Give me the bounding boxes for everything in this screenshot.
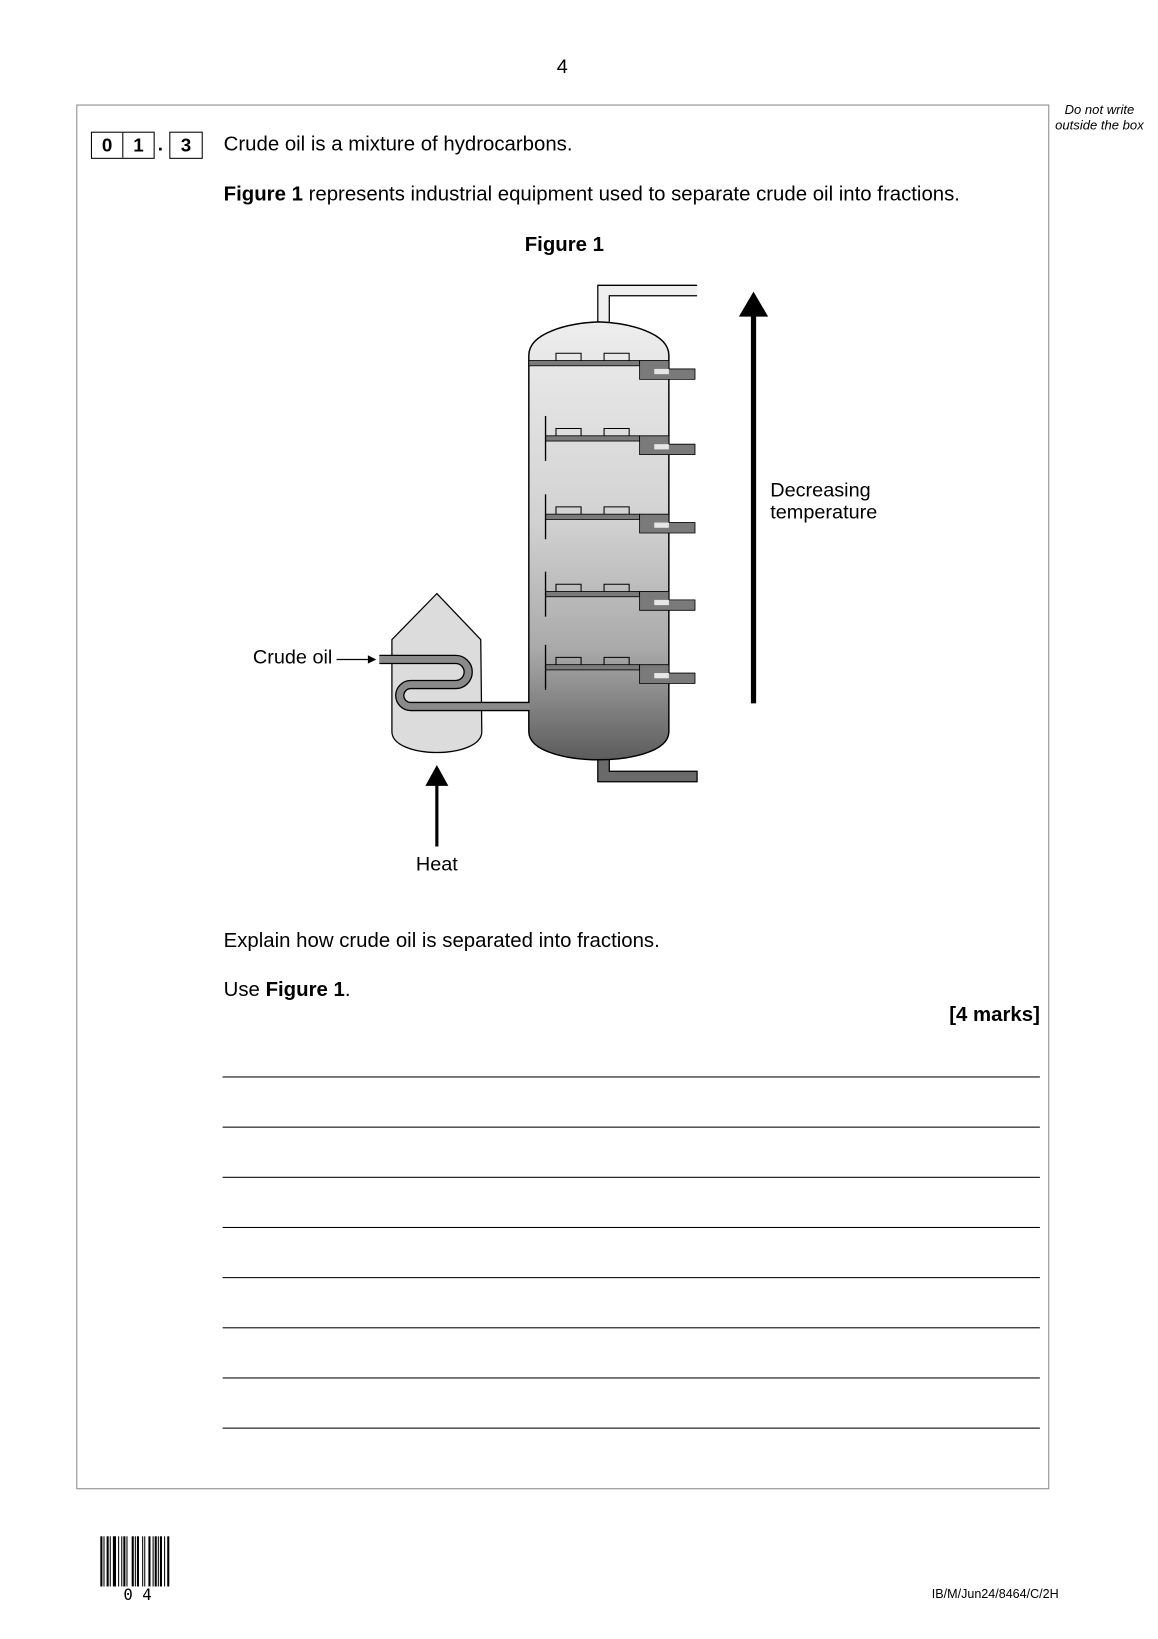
answer-line[interactable] bbox=[223, 1428, 1040, 1429]
use-figure-instruction bbox=[224, 978, 351, 1002]
barcode-bar bbox=[154, 1536, 156, 1586]
use-bold: Figure 1 bbox=[265, 978, 345, 1002]
figure-ref-bold: Figure 1 bbox=[223, 182, 303, 206]
barcode-bar bbox=[110, 1536, 111, 1586]
barcode bbox=[100, 1536, 202, 1586]
fractional-distillation-diagram bbox=[334, 272, 773, 899]
barcode-bar bbox=[142, 1536, 143, 1586]
fractionating-column bbox=[529, 322, 669, 760]
answer-line[interactable] bbox=[223, 1327, 1040, 1328]
question-number-box bbox=[91, 132, 155, 159]
decreasing-label: Decreasing bbox=[770, 479, 871, 502]
temperature-label: temperature bbox=[770, 501, 878, 524]
barcode-bar bbox=[167, 1536, 169, 1586]
use-prefix: Use bbox=[223, 978, 266, 1002]
question-separator: . bbox=[157, 133, 164, 155]
heat-label: Heat bbox=[415, 853, 458, 876]
barcode-bar bbox=[160, 1536, 162, 1586]
barcode-bar bbox=[121, 1536, 122, 1586]
barcode-bar bbox=[104, 1536, 105, 1586]
page-number: 4 bbox=[556, 56, 568, 79]
temperature-arrow-icon bbox=[739, 292, 768, 704]
barcode-bar bbox=[123, 1536, 125, 1586]
figure-ref-text: represents industrial equipment used to separate crude oil into fractions. bbox=[302, 182, 960, 206]
barcode-bar bbox=[131, 1536, 133, 1586]
marks-label: [4 marks] bbox=[949, 1003, 1040, 1027]
question-prompt: Explain how crude oil is separated into fractions. bbox=[223, 929, 660, 953]
question-intro: Crude oil is a mixture of hydrocarbons. bbox=[223, 132, 573, 156]
answer-line[interactable] bbox=[223, 1076, 1040, 1077]
barcode-bar bbox=[127, 1536, 128, 1586]
answer-line[interactable] bbox=[223, 1227, 1040, 1228]
barcode-bar bbox=[144, 1536, 145, 1586]
barcode-bar bbox=[113, 1536, 116, 1586]
question-digit: 0 bbox=[101, 134, 113, 156]
barcode-bar bbox=[137, 1536, 139, 1586]
barcode-bar bbox=[106, 1536, 108, 1586]
barcode-bar bbox=[164, 1536, 165, 1586]
barcode-bar bbox=[149, 1536, 151, 1586]
barcode-digits: 0 4 bbox=[123, 1585, 152, 1605]
crude-oil-label: Crude oil bbox=[252, 646, 333, 669]
question-digit: 1 bbox=[122, 133, 153, 158]
use-suffix: . bbox=[344, 978, 351, 1002]
crude-oil-arrow-icon bbox=[337, 655, 377, 663]
top-vapour-pipe bbox=[598, 285, 697, 324]
figure-reference bbox=[224, 183, 960, 207]
answer-line[interactable] bbox=[223, 1277, 1040, 1278]
question-part-box: 3 bbox=[169, 132, 202, 159]
answer-line[interactable] bbox=[223, 1177, 1040, 1178]
paper-code: IB/M/Jun24/8464/C/2H bbox=[931, 1586, 1059, 1602]
answer-line[interactable] bbox=[223, 1127, 1040, 1128]
barcode-bar bbox=[100, 1536, 102, 1586]
margin-note: Do not write outside the box bbox=[1055, 102, 1144, 133]
barcode-bar bbox=[158, 1536, 159, 1586]
barcode-bar bbox=[135, 1536, 136, 1586]
barcode-bar bbox=[152, 1536, 153, 1586]
heat-arrow-icon bbox=[425, 765, 448, 847]
answer-line[interactable] bbox=[223, 1377, 1040, 1378]
figure-title: Figure 1 bbox=[524, 233, 604, 257]
barcode-bar bbox=[118, 1536, 119, 1586]
